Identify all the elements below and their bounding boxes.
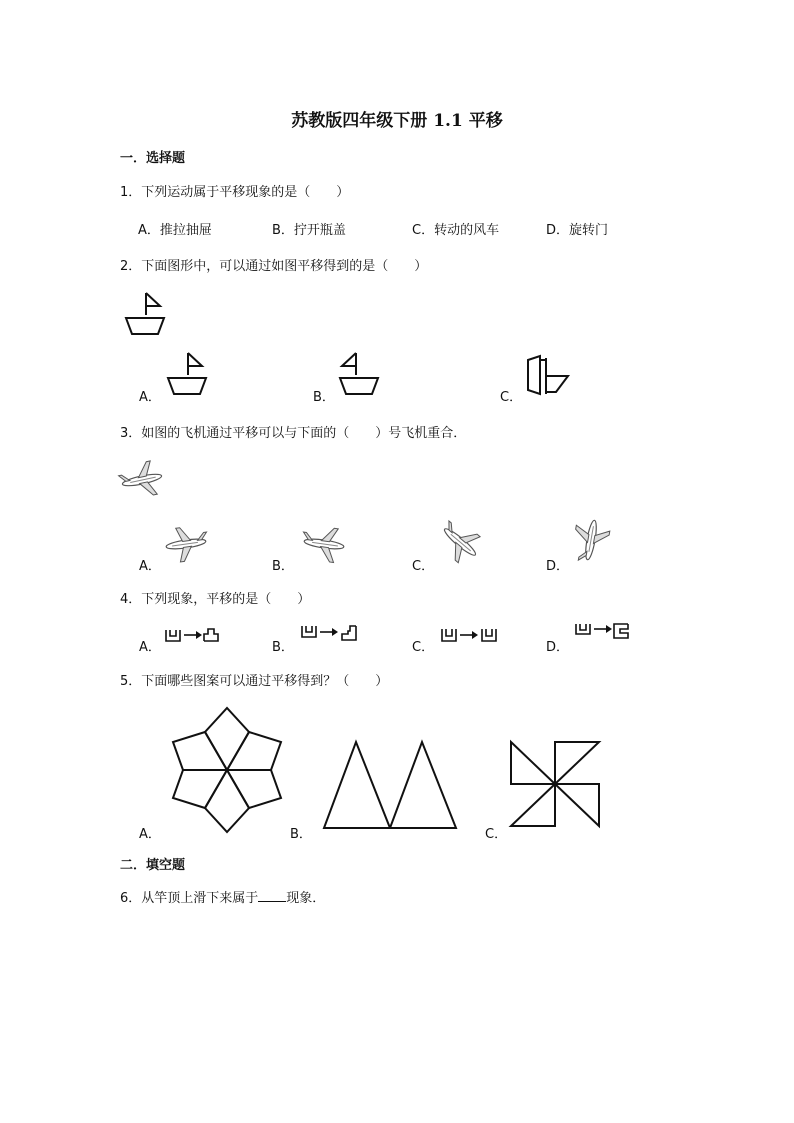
question-4-stem: 4．下列现象，平移的是（ ） bbox=[120, 592, 311, 607]
two-triangles-icon[interactable] bbox=[318, 736, 466, 832]
airplane-icon bbox=[118, 459, 166, 501]
rotated-sailboat-option-c-icon[interactable] bbox=[524, 354, 574, 398]
airplane-option-d-icon[interactable] bbox=[568, 516, 614, 564]
question-3-option-d[interactable]: D． bbox=[546, 559, 570, 574]
question-2-option-b[interactable]: B． bbox=[313, 390, 335, 405]
question-1-option-b[interactable]: B．拧开瓶盖 bbox=[272, 223, 346, 238]
question-1-option-c[interactable]: C．转动的风车 bbox=[412, 223, 500, 238]
question-3-option-a[interactable]: A． bbox=[139, 559, 161, 574]
question-5-stem: 5．下面哪些图案可以通过平移得到？（ ） bbox=[120, 674, 389, 689]
question-3-option-c[interactable]: C． bbox=[412, 559, 435, 574]
pinwheel-icon[interactable] bbox=[506, 738, 604, 830]
question-2-option-a[interactable]: A． bbox=[139, 390, 161, 405]
airplane-option-c-icon[interactable] bbox=[436, 518, 484, 566]
question-4-option-d[interactable]: D． bbox=[546, 640, 570, 655]
shape-arrow-shape-option-d-icon[interactable] bbox=[574, 621, 634, 641]
airplane-option-a-icon[interactable] bbox=[162, 523, 210, 565]
question-3-option-b[interactable]: B． bbox=[272, 559, 294, 574]
airplane-option-b-icon[interactable] bbox=[300, 523, 348, 565]
section-heading-fill-in: 二．填空题 bbox=[120, 858, 186, 873]
sailboat-icon bbox=[120, 290, 170, 338]
question-2-option-c[interactable]: C． bbox=[500, 390, 523, 405]
question-5-option-a[interactable]: A． bbox=[139, 827, 161, 842]
question-5-option-c[interactable]: C． bbox=[485, 827, 508, 842]
page-title: 苏教版四年级下册 1.1 平移 bbox=[291, 111, 503, 131]
question-4-option-c[interactable]: C． bbox=[412, 640, 435, 655]
shape-arrow-shape-option-c-icon[interactable] bbox=[440, 626, 502, 646]
question-4-option-b[interactable]: B． bbox=[272, 640, 294, 655]
sailboat-option-a-icon[interactable] bbox=[162, 350, 212, 398]
question-6-stem-after: 现象． bbox=[286, 891, 326, 906]
shape-arrow-shape-option-b-icon[interactable] bbox=[300, 623, 362, 645]
question-1-stem: 1．下列运动属于平移现象的是（ ） bbox=[120, 185, 350, 200]
question-5-option-b[interactable]: B． bbox=[290, 827, 312, 842]
question-6-stem-before: 6．从竿顶上滑下来属于 bbox=[120, 891, 259, 906]
section-heading-choice: 一．选择题 bbox=[120, 151, 186, 166]
sailboat-option-b-icon[interactable] bbox=[334, 350, 384, 398]
question-1-option-a[interactable]: A．推拉抽屉 bbox=[138, 223, 212, 238]
question-2-stem: 2．下面图形中，可以通过如图平移得到的是（ ） bbox=[120, 259, 428, 274]
question-6-blank[interactable] bbox=[258, 889, 286, 902]
question-6-stem bbox=[120, 887, 325, 906]
question-4-option-a[interactable]: A． bbox=[139, 640, 161, 655]
six-diamond-star-icon[interactable] bbox=[160, 704, 292, 836]
shape-arrow-shape-option-a-icon[interactable] bbox=[164, 626, 224, 646]
question-1-option-d[interactable]: D．旋转门 bbox=[546, 223, 609, 238]
question-3-stem: 3．如图的飞机通过平移可以与下面的（ ）号飞机重合． bbox=[120, 426, 467, 441]
